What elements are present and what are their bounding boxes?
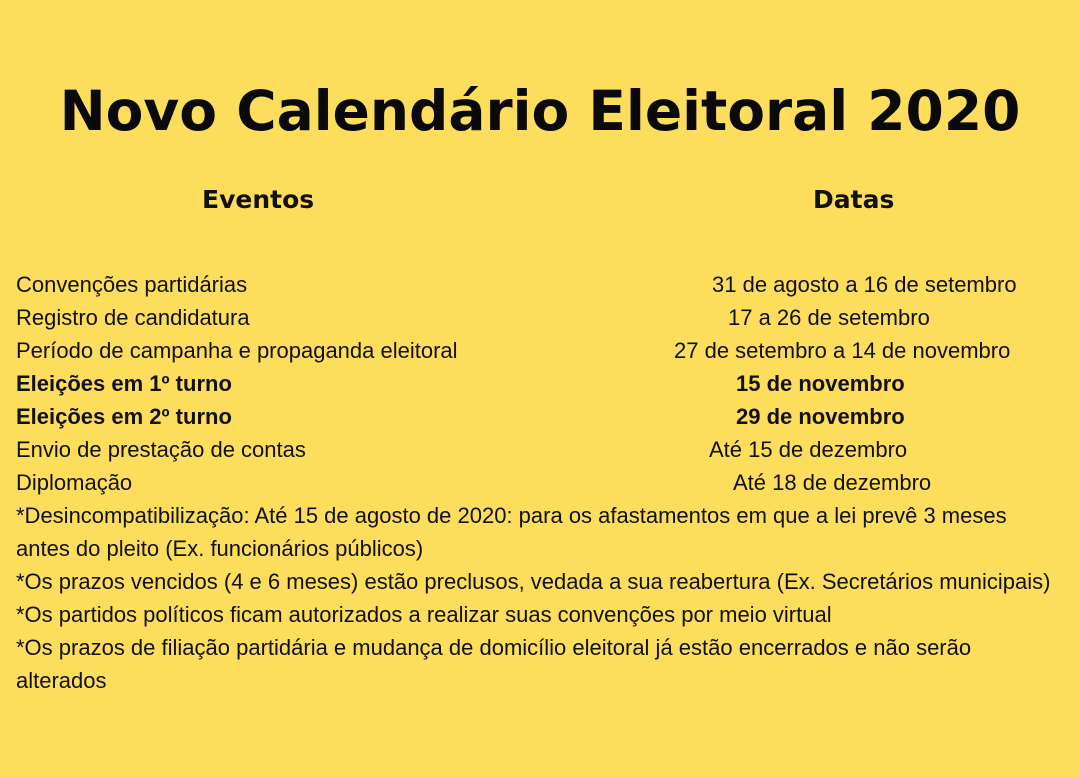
event-name: Eleições em 1º turno	[16, 371, 232, 396]
event-date: 15 de novembro	[736, 371, 905, 396]
note-item: *Os partidos políticos ficam autorizados a realizar suas convenções por meio virtual	[16, 602, 832, 627]
table-row	[16, 400, 1066, 433]
event-name: Registro de candidatura	[16, 305, 250, 330]
page-title: Novo Calendário Eleitoral 2020	[59, 79, 1021, 143]
event-name: Convenções partidárias	[16, 272, 248, 297]
event-date: Até 15 de dezembro	[709, 437, 908, 462]
table-row	[16, 367, 1066, 400]
event-name: Diplomação	[16, 470, 133, 495]
events-column-header: Eventos	[202, 185, 315, 214]
event-date: 17 a 26 de setembro	[728, 305, 930, 330]
event-date: 31 de agosto a 16 de setembro	[712, 272, 1017, 297]
event-date: 27 de setembro a 14 de novembro	[674, 338, 1011, 363]
event-date: 29 de novembro	[736, 404, 905, 429]
note-item: *Desincompatibilização: Até 15 de agosto de 2020: para os afastamentos em que a lei prevê 3 meses antes do pleito (Ex. funcionários públicos)	[16, 503, 1007, 561]
dates-column-header: Datas	[813, 185, 895, 214]
event-date: Até 18 de dezembro	[733, 470, 932, 495]
calendar-table	[16, 268, 1066, 499]
event-name: Período de campanha e propaganda eleitoral	[16, 338, 458, 363]
event-name: Eleições em 2º turno	[16, 404, 232, 429]
table-row	[16, 433, 1066, 466]
event-name: Envio de prestação de contas	[16, 437, 306, 462]
table-row	[16, 466, 1066, 499]
note-item: *Os prazos vencidos (4 e 6 meses) estão preclusos, vedada a sua reabertura (Ex. Secretários municipais)	[16, 569, 1051, 594]
note-item: *Os prazos de filiação partidária e mudança de domicílio eleitoral já estão encerrados e não serão alterados	[16, 635, 972, 693]
table-row	[16, 268, 1066, 301]
table-row	[16, 301, 1066, 334]
notes-list	[16, 499, 1066, 697]
table-row	[16, 334, 1066, 367]
